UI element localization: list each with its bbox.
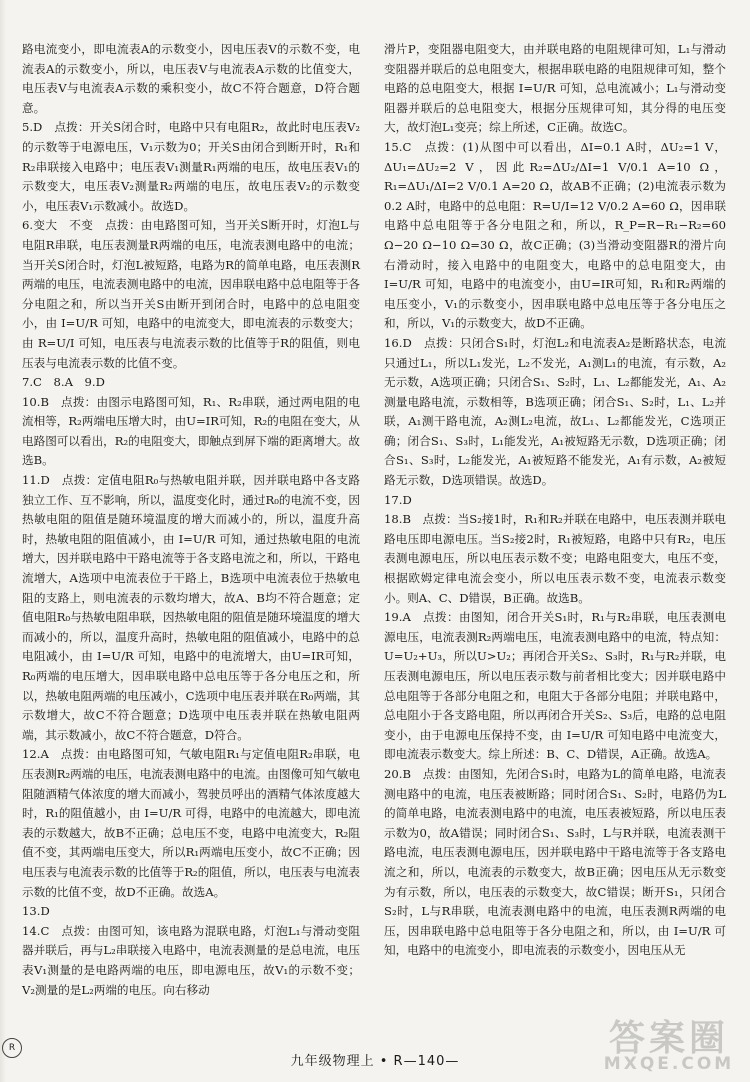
paragraph: 滑片P，变阻器电阻变大，由并联电路的电阻规律可知，L₁与滑动变阻器并联后的总电阻变大，根据串联电路的电阻规律可知，整个电路的总电阻变大，根据 I=U/R 可知，总电流减小；L₁与滑动变阻器并联后的总电阻变大，根据分压规律可知，其分得的电压变大，故灯泡L₁变亮；综上所述，C正确。故选C。 (384, 42, 726, 135)
page-footer: 九年级物理上 • R—140— (290, 1054, 460, 1069)
watermark-text: 答案圈 (608, 1018, 729, 1059)
paragraph: 11.D 点拨：定值电阻R₀与热敏电阻并联，因并联电路中各支路独立工作、互不影响，所以，温度变化时，通过R₀的电流不变，因热敏电阻的阻值是随环境温度的增大而减小的，所以，温度升高时，热敏电阻的阻值减小，由 I=U/R 可知，通过热敏电阻的电流增大，因并联电路中干路电流等于各支路电流之和，所以，干路电流增大，A选项中电流表位于干路上，B选项中电流表位于热敏电阻的支路上，则电流表的示数均增大，故A、B均不符合题意；定值电阻R₀与热敏电阻串联，因热敏电阻的阻值是随环境温度的增大而减小的，所以，温度升高时，热敏电阻的阻值减小，电路中的总电阻减小，由 I=U/R 可知，电路中的电流增大，由U=IR可知，R₀两端的电压增大，因串联电路中总电压等于各分电压之和，所以，热敏电阻两端的电压减小，C选项中电压表并联在R₀两端，其示数增大，故C不符合题意；D选项中电压表并联在热敏电阻两端，其示数减小，故C不符合题意，D符合。 (22, 473, 361, 742)
binding-edge (0, 0, 6, 1082)
paragraph: 7.C 8.A 9.D (22, 375, 105, 390)
paragraph: 10.B 点拨：由图示电路图可知，R₁、R₂串联，通过两电阻的电流相等，R₂两端电压增大时，由U=IR可知，R₂的电阻在变大，从电路图可以看出，R₂的电阻变大，即触点到屏下端的距离增大。故选B。 (22, 394, 361, 468)
page-marker-badge: R (2, 1038, 22, 1058)
paragraph: 5.D 点拨：开关S闭合时，电路中只有电阻R₂，故此时电压表V₂的示数等于电源电压，V₁示数为0；开关S由闭合到断开时，R₁和R₂串联接入电路中；电压表V₁测量R₁两端的电压，故电压表V₁的示数变大，电压表V₂测量R₂两端的电压，故电压表V₂的示数变小，电压表V₁示数减小。故选D。 (22, 120, 360, 213)
paragraph: 15.C 点拨：(1)从图中可以看出，ΔI=0.1 A时，ΔU₂=1 V，ΔU₁=ΔU₂=2 V，因此R₂=ΔU₂/ΔI=1 V/0.1 A=10 Ω，R₁=ΔU₁/ΔI=2 V/0.1 A=20 Ω，故AB不正确；(2)电流表示数为0.2 A时，电路中的总电阻：R=U/I=12 V/0.2 A=60 Ω，因串联电路中总电阻等于各分电阻之和，所以，R_P=R−R₁−R₂=60 Ω−20 Ω−10 Ω=30 Ω，故C正确；(3)当滑动变阻器R的滑片向右滑动时，接入电路中的电阻变大，电路中的总电阻变大，由 I=U/R 可知，电路中的电流变小，由U=IR可知，R₁和R₂两端的电压变小，V₁的示数变小，因串联电路中总电压等于各分电压之和，所以，V₁的示数变大，故D不正确。 (384, 139, 726, 331)
paragraph: 13.D (22, 904, 50, 919)
paragraph: 20.B 点拨：由图知，先闭合S₁时，电路为L的简单电路，电流表测电路中的电流，电压表被断路；同时闭合S₁、S₂时，电路仍为L的简单电路，电流表测电路中的电流，电压表被短路，所以电压表示数为0，故A错误；同时闭合S₁、S₃时，L与R并联，电流表测干路电流，电压表测电源电压，因并联电路中干路电流等于各支路电流之和，所以，电流表的示数变大，故B正确；因电压从无示数变为有示数，所以，电压表的示数变大，故C错误；断开S₁，只闭合S₂时，L与R串联，电流表测电路中的电流，电压表测R两端的电压，因串联电路中总电阻等于各分电阻之和，所以，由 I=U/R 可知，电路中的电流变小，即电流表的示数变小，因电压从无 (384, 766, 726, 958)
paragraph: 17.D (384, 492, 412, 507)
left-column (22, 40, 360, 1000)
right-column (384, 40, 726, 961)
watermark-logo (594, 1008, 744, 1078)
paragraph: 19.A 点拨：由图知，闭合开关S₁时，R₁与R₂串联，电压表测电源电压，电流表测R₂两端电压，电流表测电路中的电流，特点知：U=U₂+U₃，所以U>U₂；再闭合开关S₂、S₃时，R₁与R₂并联，电压表测电源电压，所以电压表示数与前者相比变大；因并联电路中总电阻等于各部分电阻之和，电阻大于各部分电阻；并联电路中，总电阻小于各支路电阻，所以再闭合开关S₂、S₃后，电路的总电阻变小，由于电源电压保持不变，由 I=U/R 可知电路中电流变大，即电流表示数变大。综上所述：B、C、D错误，A正确。故选A。 (384, 610, 726, 762)
watermark-url: MXQE.COM (603, 1054, 735, 1074)
paragraph: 18.B 点拨：当S₂接1时，R₁和R₂并联在电路中，电压表测并联电路电压即电源电压。当S₂接2时，R₁被短路，电路中只有R₂，电压表测电源电压，所以电压表示数不变；电路电阻变大，电压不变，根据欧姆定律电流会变小，所以电压表示数不变，电流表示数变小。则A、C、D错误，B正确。故选B。 (384, 512, 726, 605)
paragraph: 12.A 点拨：由电路图可知，气敏电阻R₁与定值电阻R₂串联，电压表测R₂两端的电压，电流表测电路中的电流。由图像可知气敏电阻随酒精气体浓度的增大而减小，驾驶员呼出的酒精气体浓度越大时，R₁的阻值越小，由 I=U/R 可得，电路中的电流越大，即电流表的示数越大，故B不正确；总电压不变，电路中电流变大，R₂阻值不变，其两端电压变大，所以R₁两端电压变小，故C不正确；因电压表与电流表示数的比值等于R₂的阻值，所以，电压表与电流表示数的比值不变，故D不正确。故选A。 (22, 747, 361, 899)
paragraph: 16.D 点拨：只闭合S₁时，灯泡L₂和电流表A₂是断路状态，电流只通过L₁，所以L₁发光，L₂不发光，A₁测L₁的电流，有示数，A₂无示数，A选项正确；只闭合S₁、S₂时，L₁、L₂都能发光，A₁、A₂测量电路电流，示数相等，B选项正确；闭合S₁、S₂时，L₁、L₂并联，A₁测干路电流，A₂测L₂电流，故L₁、L₂都能发光，C选项正确；闭合S₁、S₃时，L₁能发光，A₁被短路无示数，D选项正确；闭合S₁、S₃时，L₂能发光，A₁被短路不能发光，A₁有示数，A₂被短路无示数，D选项错误。故选D。 (384, 335, 726, 488)
paragraph: 14.C 点拨：由图可知，该电路为混联电路，灯泡L₁与滑动变阻器并联后，再与L₂串联接入电路中，电流表测量的是总电流，电压表V₁测量的是电路两端的电压，即电源电压，故V₁的示数不变；V₂测量的是L₂两端的电压。向右移动 (22, 923, 360, 997)
paragraph: 路电流变小，即电流表A的示数变小，因电压表V的示数不变，电流表A的示数变小，所以，电压表V与电流表A示数的比值变大，电压表V与电流表A示数的乘积变小，故C不符合题意，D符合题意。 (22, 42, 360, 115)
paragraph: 6.变大 不变 点拨：由电路图可知，当开关S断开时，灯泡L与电阻R串联，电压表测量R两端的电压，电流表测电路中的电流；当开关S闭合时，灯泡L被短路，电路为R的简单电路，电压表测R两端的电压，电流表测电路中的电流，因串联电路中总电阻等于各分电阻之和，所以当开关S由断开到闭合时，电路中的总电阻变小，由 I=U/R 可知，电路中的电流变大，即电流表的示数变大；由 R=U/I 可知，电压表与电流表示数的比值等于R的阻值，则电压表与电流表示数的比值不变。 (22, 218, 360, 370)
